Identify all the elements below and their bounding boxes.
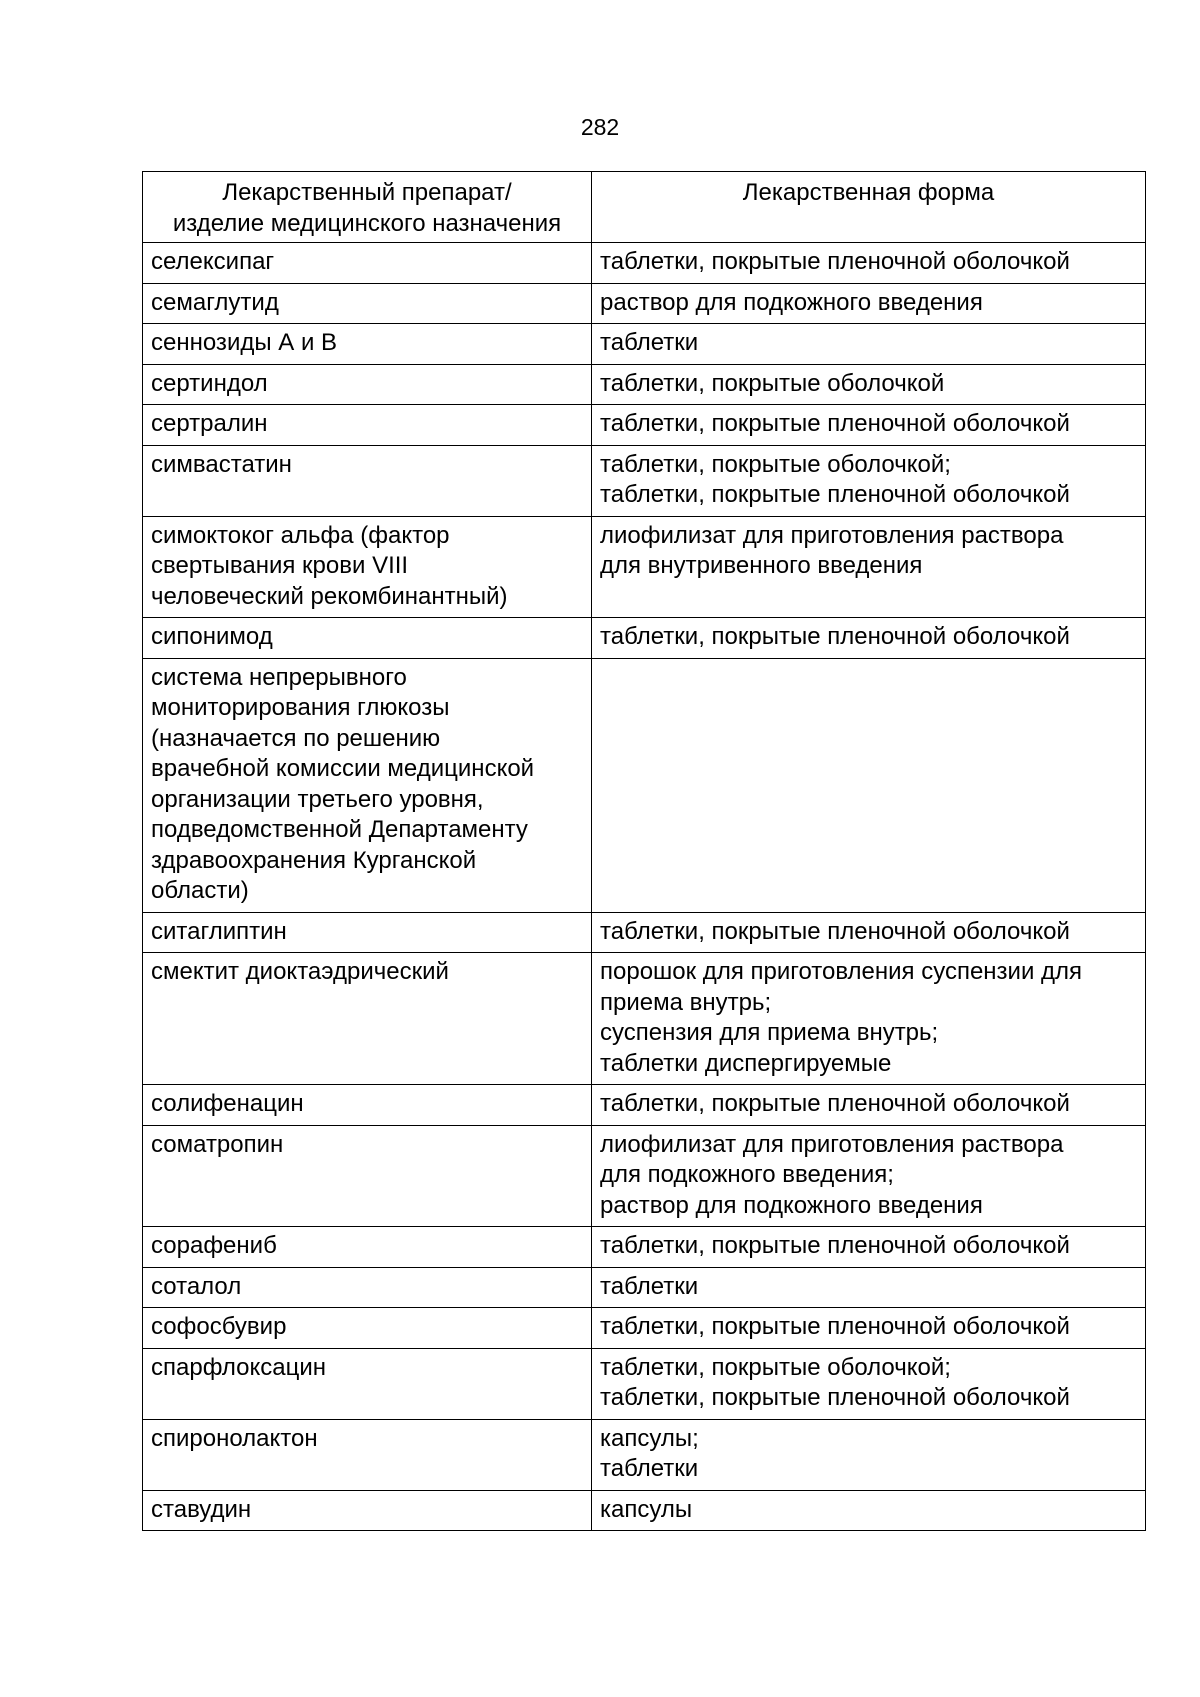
table-row [143,953,1146,1085]
dosage-form-line: капсулы; [600,1424,699,1452]
table-row [143,1308,1146,1349]
dosage-form-line: таблетки [600,329,699,356]
drug-name-line: мониторирования глюкозы [151,694,450,721]
table-header-row [143,172,1146,243]
drug-name-line: (назначается по решению [151,724,441,752]
drug-name-line: области) [151,877,249,904]
drug-name-line: семаглутид [151,288,279,316]
drug-name-cell [143,516,592,618]
dosage-form-cell [592,364,1146,405]
drug-name-cell [143,1490,592,1531]
drug-name-line: подведомственной Департаменту [151,816,528,843]
drug-name-cell [143,1125,592,1227]
table-row [143,1490,1146,1531]
drug-name-cell [143,1419,592,1490]
drug-name-cell [143,364,592,405]
table-row [143,1125,1146,1227]
table-row [143,243,1146,284]
dosage-form-line: таблетки, покрытые пленочной оболочкой [600,1232,1070,1259]
drug-name-cell [143,324,592,365]
drug-name-line: ситаглиптин [151,917,287,945]
drug-name-cell [143,243,592,284]
dosage-form-cell [592,516,1146,618]
drug-name-cell [143,445,592,516]
dosage-form-line: раствор для подкожного введения [600,1191,983,1219]
dosage-form-cell [592,1125,1146,1227]
dosage-form-line: приема внутрь; [600,988,772,1016]
dosage-form-line: таблетки, покрытые оболочкой [600,369,945,397]
dosage-form-line: лиофилизат для приготовления раствора [600,521,1064,549]
dosage-form-line: раствор для подкожного введения [600,288,983,316]
table-row [143,405,1146,446]
table-row [143,324,1146,365]
drug-name-cell [143,1308,592,1349]
drug-name-line: селексипаг [151,248,275,275]
dosage-form-line: таблетки, покрытые пленочной оболочкой [600,248,1070,275]
dosage-form-line: таблетки, покрытые пленочной оболочкой [600,1313,1070,1340]
dosage-form-cell [592,1419,1146,1490]
dosage-form-line: таблетки, покрытые пленочной оболочкой [600,1090,1070,1117]
drug-name-line: сертиндол [151,369,268,397]
table-row [143,912,1146,953]
dosage-form-line: таблетки, покрытые пленочной оболочкой [600,481,1070,508]
drug-name-line: организации третьего уровня, [151,785,484,813]
dosage-form-line: таблетки [600,1272,699,1300]
dosage-form-cell [592,405,1146,446]
table-row [143,445,1146,516]
drug-name-line: сорафениб [151,1232,277,1259]
drug-table [142,171,1146,1531]
dosage-form-cell [592,953,1146,1085]
table-row [143,618,1146,659]
table-row [143,1267,1146,1308]
drug-name-line: спиронолактон [151,1424,318,1452]
header-drug-line: изделие медицинского назначения [172,209,562,237]
dosage-form-cell [592,658,1146,912]
drug-name-line: софосбувир [151,1313,287,1340]
drug-name-line: соталол [151,1272,242,1300]
dosage-form-cell [592,1490,1146,1531]
drug-name-line: симоктоког альфа (фактор [151,521,450,549]
dosage-form-line: таблетки, покрытые пленочной оболочкой [600,1384,1070,1411]
dosage-form-line: таблетки [600,1455,699,1482]
dosage-form-cell [592,1227,1146,1268]
drug-name-line: сеннозиды А и В [151,329,338,356]
drug-name-line: соматропин [151,1130,284,1158]
drug-name-line: врачебной комиссии медицинской [151,755,535,782]
drug-name-cell [143,618,592,659]
table-row [143,1227,1146,1268]
drug-name-line: смектит диоктаэдрический [151,958,449,985]
table-row [143,1419,1146,1490]
drug-name-cell [143,1267,592,1308]
drug-name-line: спарфлоксацин [151,1353,327,1381]
header-form: Лекарственная форма [592,172,1146,243]
dosage-form-cell [592,243,1146,284]
dosage-form-line: таблетки, покрытые оболочкой; [600,450,951,478]
table-row [143,516,1146,618]
drug-name-line: ставудин [151,1495,252,1523]
table-row [143,1348,1146,1419]
dosage-form-cell [592,324,1146,365]
table-row [143,658,1146,912]
drug-name-cell [143,405,592,446]
drug-name-line: сипонимод [151,623,273,650]
dosage-form-line: для подкожного введения; [600,1161,894,1188]
dosage-form-line: лиофилизат для приготовления раствора [600,1130,1064,1158]
dosage-form-line: суспензия для приема внутрь; [600,1019,939,1046]
page-number: 282 [580,114,620,140]
dosage-form-line: таблетки, покрытые пленочной оболочкой [600,917,1070,945]
dosage-form-line: таблетки, покрытые пленочной оболочкой [600,623,1070,650]
drug-name-line: система непрерывного [151,663,407,691]
dosage-form-cell [592,912,1146,953]
drug-name-cell [143,912,592,953]
header-drug-line: Лекарственный препарат/ [222,179,512,206]
drug-name-line: человеческий рекомбинантный) [151,582,508,610]
dosage-form-line: для внутривенного введения [600,552,923,579]
dosage-form-line: таблетки диспергируемые [600,1049,892,1077]
dosage-form-cell [592,1267,1146,1308]
dosage-form-cell [592,1308,1146,1349]
table-row [143,364,1146,405]
drug-name-line: здравоохранения Курганской [151,846,477,874]
dosage-form-cell [592,1348,1146,1419]
dosage-form-cell [592,618,1146,659]
drug-name-line: солифенацин [151,1090,304,1117]
dosage-form-line: таблетки, покрытые оболочкой; [600,1353,951,1381]
drug-name-line: свертывания крови VIII [151,552,409,579]
drug-name-cell [143,1085,592,1126]
drug-name-cell [143,1348,592,1419]
dosage-form-cell [592,283,1146,324]
drug-name-cell [143,953,592,1085]
table-row [143,1085,1146,1126]
drug-name-cell [143,283,592,324]
drug-name-line: сертралин [151,410,268,437]
dosage-form-line: капсулы [600,1495,693,1523]
dosage-form-cell [592,445,1146,516]
table-body [143,243,1146,1531]
dosage-form-line: таблетки, покрытые пленочной оболочкой [600,410,1070,437]
drug-name-cell [143,658,592,912]
header-drug [143,172,592,243]
dosage-form-cell [592,1085,1146,1126]
drug-name-line: симвастатин [151,450,292,478]
dosage-form-line: порошок для приготовления суспензии для [600,958,1083,985]
drug-name-cell [143,1227,592,1268]
table-row [143,283,1146,324]
